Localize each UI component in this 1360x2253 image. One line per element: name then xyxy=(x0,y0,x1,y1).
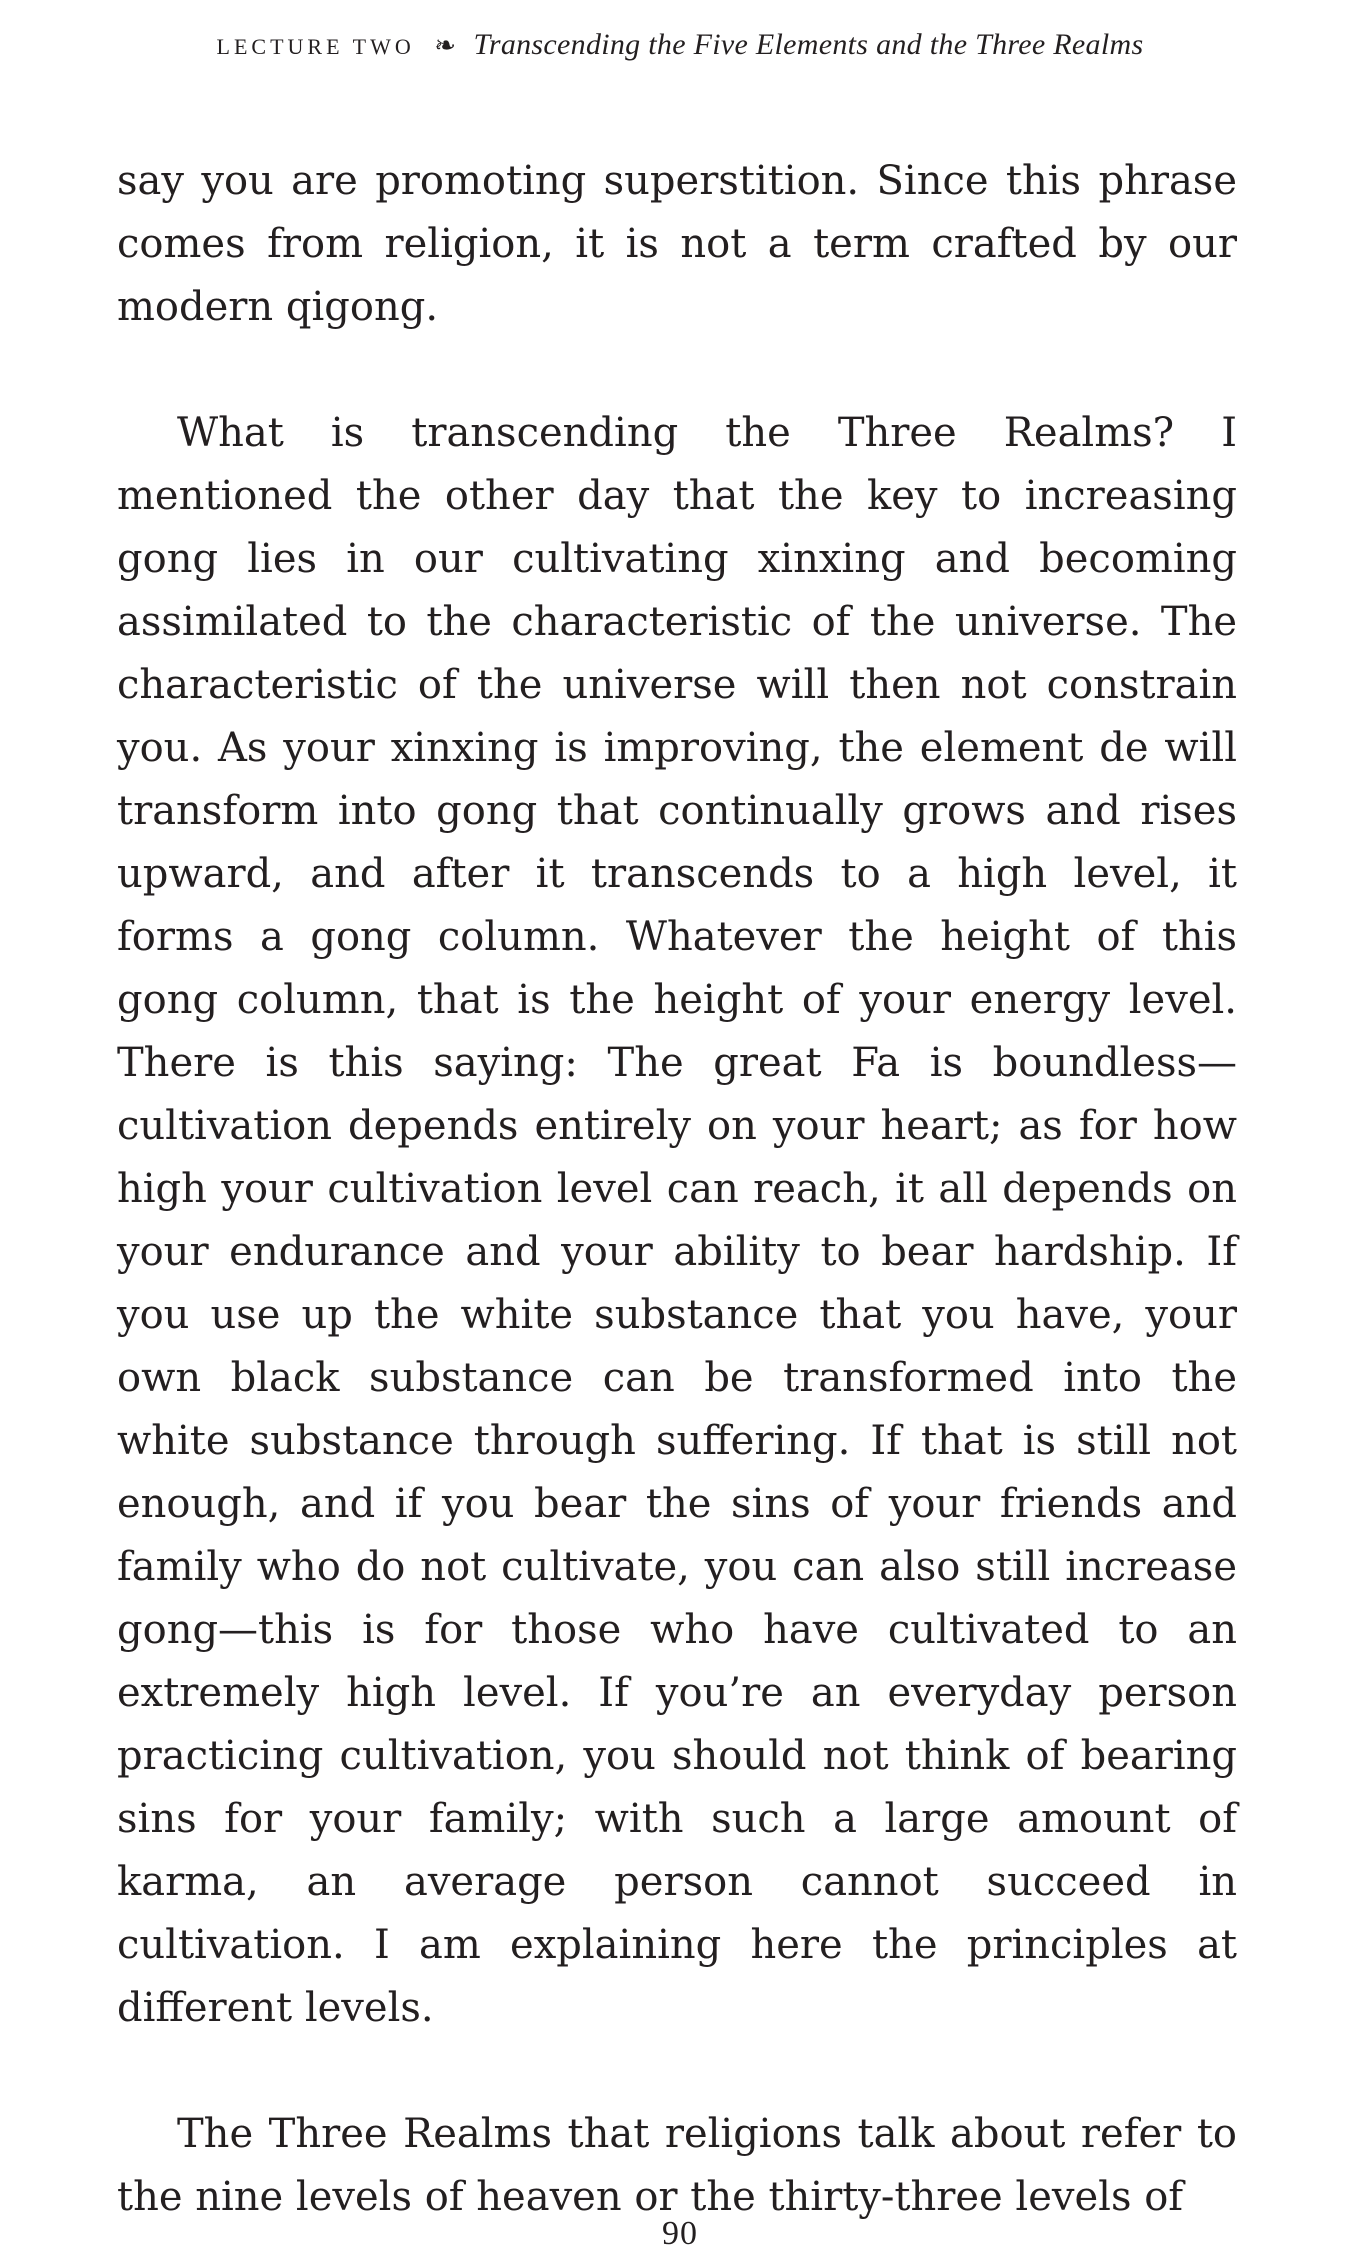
paragraph: What is transcending the Three Realms? I mentioned the other day that the key to increasing gong lies in our cultivating xinxing and becoming assimilated to the characteristic of the universe. The characteristic of the universe will then not constrain you. As your xinxing is improving, the element de will transform into gong that continually grows and rises upward, and after it transcends to a high level, it forms a gong column. Whatever the height of this gong column, that is the height of your energy level. There is this saying: The great Fa is boundless—cultivation depends entirely on your heart; as for how high your cultivation level can reach, it all depends on your endurance and your ability to bear hardship. If you use up the white substance that you have, your own black substance can be transformed into the white substance through suffering. If that is still not enough, and if you bear the sins of your friends and family who do not cultivate, you can also still increase gong—this is for those who have cultivated to an extremely high level. If you’re an everyday person practicing cultivation, you should not think of bearing sins for your family; with such a large amount of karma, an average person cannot succeed in cultivation. I am explaining here the principles at different levels. xyxy=(117,410,1237,2031)
running-head-lecture: LECTURE TWO xyxy=(216,34,415,59)
body-text xyxy=(117,150,1237,2229)
running-head xyxy=(0,28,1360,62)
running-head-chapter-title: Transcending the Five Elements and the Three Realms xyxy=(473,28,1144,61)
page-number: 90 xyxy=(662,2215,698,2252)
paragraph-continued: say you are promoting superstition. Since this phrase comes from religion, it is not a term crafted by our modern qigong. xyxy=(117,158,1237,330)
paragraph: The Three Realms that religions talk about refer to the nine levels of heaven or the thirty-three levels of xyxy=(117,2111,1237,2220)
fleuron-icon: ❧ xyxy=(434,31,457,60)
